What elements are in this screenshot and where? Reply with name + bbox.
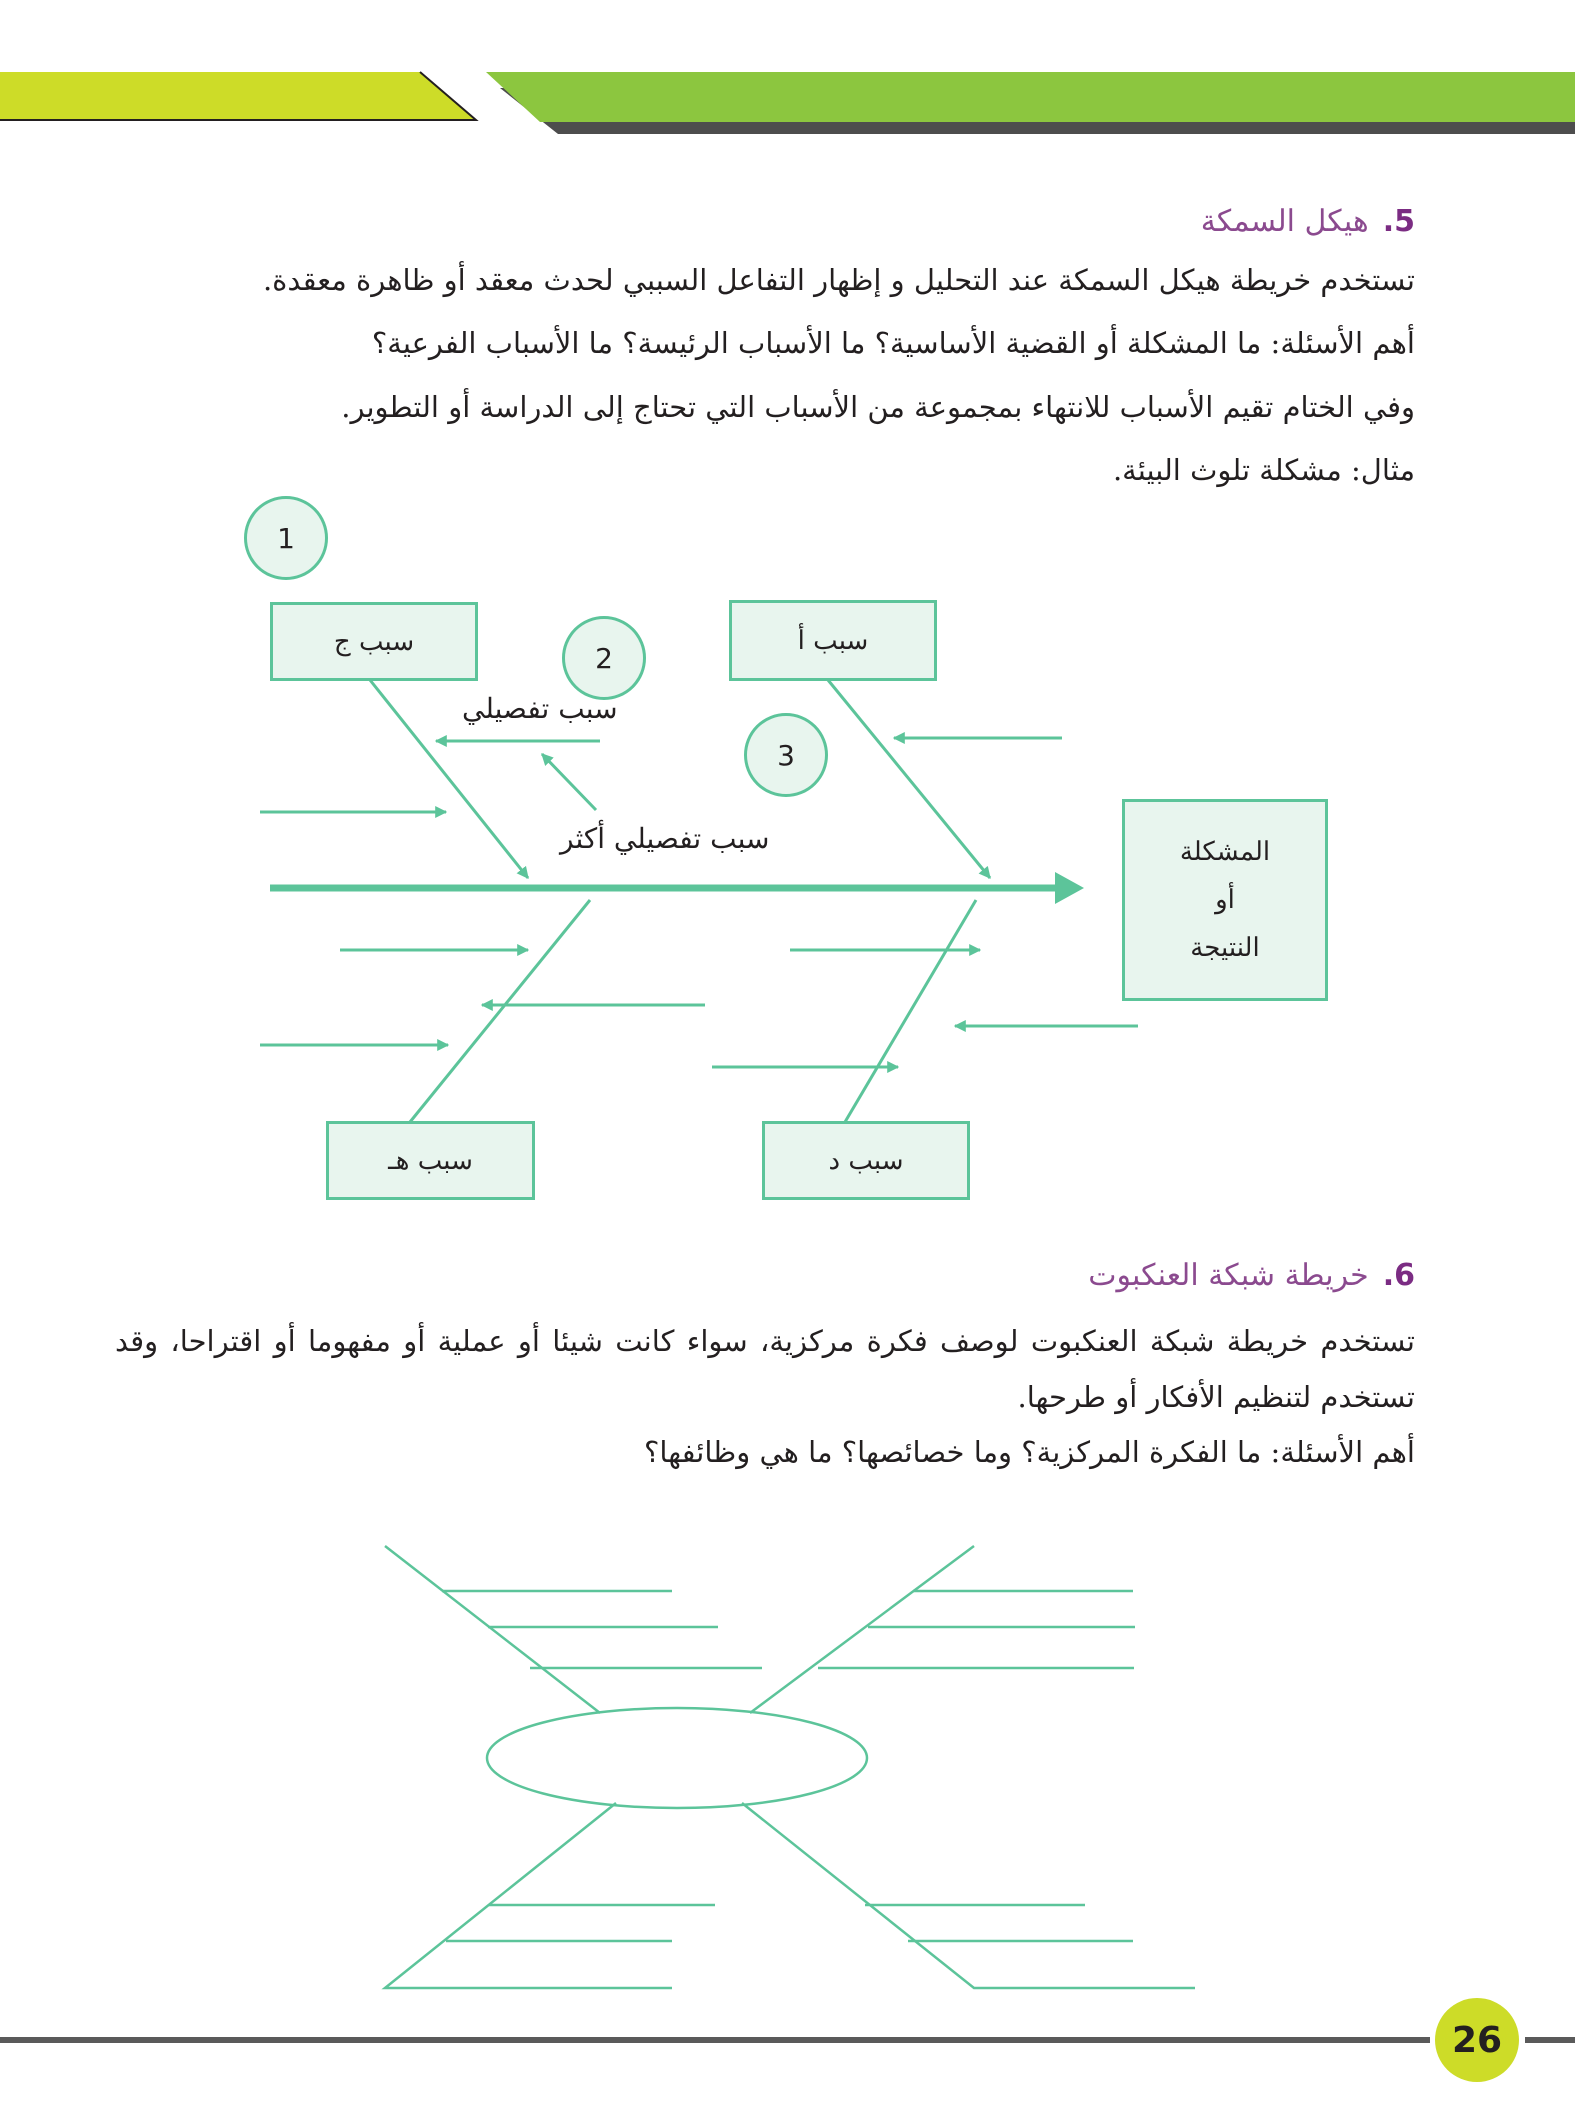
section-5-number: 5. xyxy=(1382,204,1415,239)
cause-d-box: سبب د xyxy=(762,1121,970,1200)
section-5-line-4: مثال: مشكلة تلوث البيئة. xyxy=(1112,453,1415,487)
section-5-line-3: وفي الختام تقيم الأسباب للانتهاء بمجموعة من الأسباب التي تحتاج إلى الدراسة أو التطوير. xyxy=(341,390,1415,424)
step-circle-1: 1 xyxy=(244,496,328,580)
section-5-line-1: تستخدم خريطة هيكل السمكة عند التحليل و إظهار التفاعل السببي لحدث معقد أو ظاهرة معقدة. xyxy=(262,263,1415,297)
spider-center-ellipse xyxy=(487,1708,867,1808)
bone-d xyxy=(845,900,976,1122)
page-number: 26 xyxy=(1435,1998,1519,2082)
problem-box xyxy=(1122,799,1328,1001)
section-6-paragraph: تستخدم خريطة شبكة العنكبوت لوصف فكرة مركزية، سواء كانت شيئا أو عملية أو مفهوما أو اقتراحا، وقد تستخدم لتنظيم الأفكار أو طرحها. xyxy=(115,1324,1415,1414)
footer-rule xyxy=(0,2030,1575,2050)
section-6-number: 6. xyxy=(1382,1258,1415,1293)
spider-leg-upper-left xyxy=(385,1546,600,1713)
more-detailed-cause-label: سبب تفصيلي أكثر xyxy=(560,822,770,855)
section-6-title: خريطة شبكة العنكبوت xyxy=(1088,1258,1369,1293)
section-6-heading xyxy=(1088,1258,1415,1293)
problem-line-3: النتيجة xyxy=(1190,933,1260,963)
step-circle-2: 2 xyxy=(562,616,646,700)
bone-a xyxy=(828,680,990,878)
section-6-questions: أهم الأسئلة: ما الفكرة المركزية؟ وما خصائصها؟ ما هي وظائفها؟ xyxy=(644,1435,1415,1469)
problem-line-1: المشكلة xyxy=(1179,837,1271,867)
step-circle-3: 3 xyxy=(744,713,828,797)
cause-e-box: سبب هـ xyxy=(326,1121,535,1200)
cause-c-box: سبب ج xyxy=(270,602,478,681)
spider-leg-upper-right xyxy=(750,1546,974,1713)
section-5-line-2: أهم الأسئلة: ما المشكلة أو القضية الأساسية؟ ما الأسباب الرئيسة؟ ما الأسباب الفرعية؟ xyxy=(371,326,1415,360)
spider-map xyxy=(0,1500,1575,2020)
detailed-cause-label: سبب تفصيلي xyxy=(462,692,618,725)
section-5-title: هيكل السمكة xyxy=(1200,204,1369,239)
cause-a-box: سبب أ xyxy=(729,600,937,681)
spine-arrowhead xyxy=(1055,872,1084,904)
bone-e xyxy=(410,900,590,1122)
problem-line-2: أو xyxy=(1215,885,1235,915)
spider-leg-lower-left xyxy=(385,1803,672,1988)
spider-leg-lower-right xyxy=(742,1803,1195,1988)
